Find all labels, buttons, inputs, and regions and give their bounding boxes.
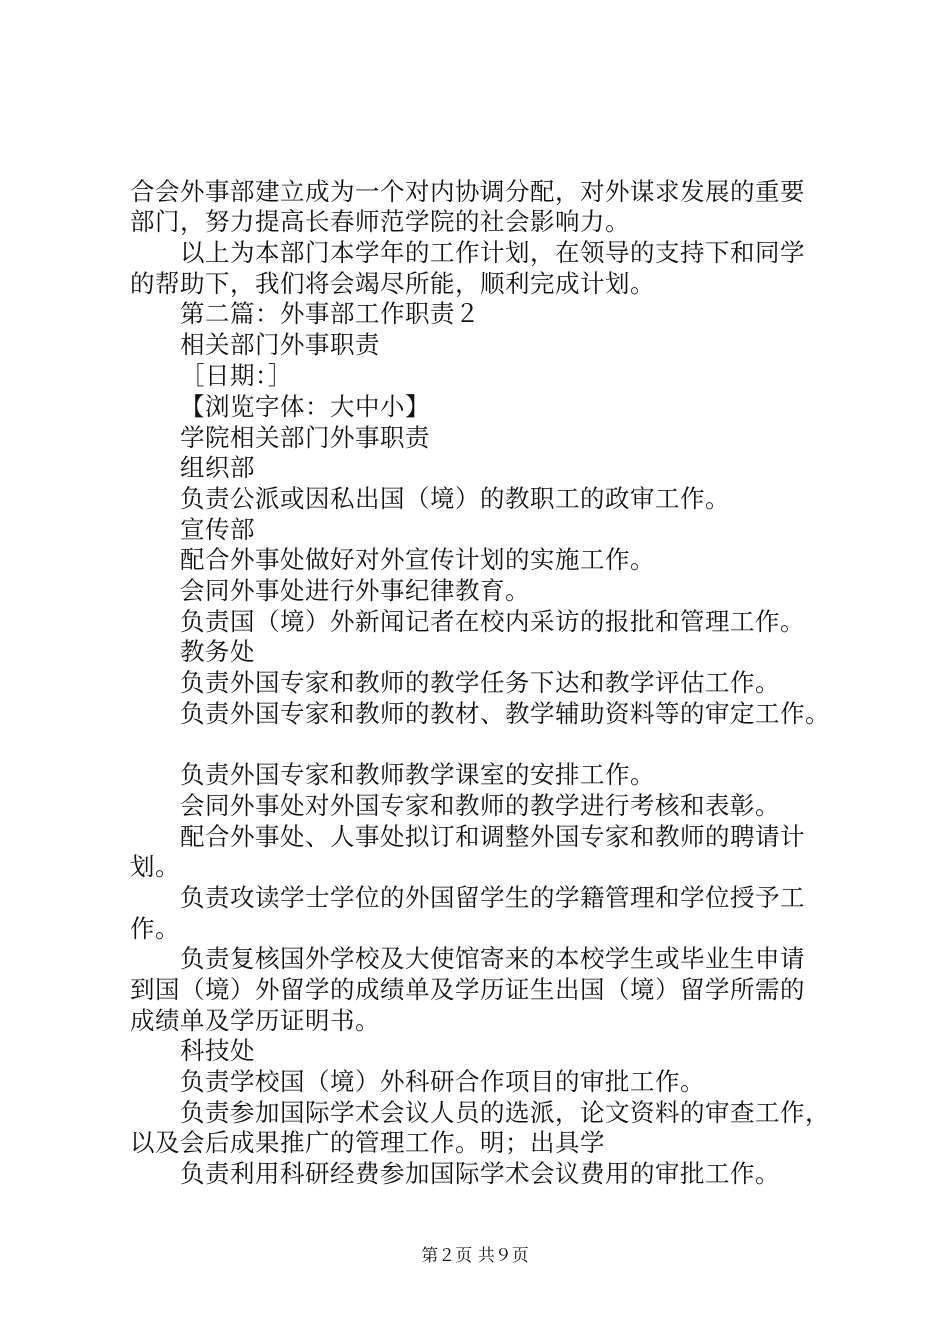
body-line: 负责外国专家和教师教学课室的安排工作。 xyxy=(180,760,655,789)
body-line: 配合外事处做好对外宣传计划的实施工作。 xyxy=(180,545,655,574)
body-line: 负责国（境）外新闻记者在校内采访的报批和管理工作。 xyxy=(180,607,805,636)
body-line: 负责学校国（境）外科研合作项目的审批工作。 xyxy=(180,1067,705,1096)
body-line: 会同外事处对外国专家和教师的教学进行考核和表彰。 xyxy=(180,791,780,820)
body-line: 负责参加国际学术会议人员的选派，论文资料的审查工作， xyxy=(180,1098,830,1127)
department-heading: 组织部 xyxy=(180,453,255,482)
font-size-line: 【浏览字体：大中小】 xyxy=(180,392,430,421)
date-line: ［日期：］ xyxy=(180,361,293,390)
department-heading: 科技处 xyxy=(180,1036,255,1065)
body-line: 配合外事处、人事处拟订和调整外国专家和教师的聘请计 xyxy=(180,822,805,851)
body-line: 负责复核国外学校及大使馆寄来的本校学生或毕业生申请 xyxy=(180,944,805,973)
body-line: 负责外国专家和教师的教材、教学辅助资料等的审定工作。 xyxy=(180,699,830,728)
body-line: 到国（境）外留学的成绩单及学历证生出国（境）留学所需的 xyxy=(130,975,805,1004)
department-heading: 教务处 xyxy=(180,637,255,666)
body-line: 合会外事部建立成为一个对内协调分配，对外谋求发展的重要 xyxy=(130,177,805,206)
body-line: 学院相关部门外事职责 xyxy=(180,423,430,452)
page-number-footer: 第２页 共９页 xyxy=(421,1246,529,1266)
department-heading: 宣传部 xyxy=(180,515,255,544)
body-line: 作。 xyxy=(130,914,180,943)
section-heading: 第二篇：外事部工作职责２ xyxy=(180,299,480,328)
body-line: 负责攻读学士学位的外国留学生的学籍管理和学位授予工 xyxy=(180,883,805,912)
body-line: 以及会后成果推广的管理工作。明；出具学 xyxy=(130,1128,605,1157)
body-line: 相关部门外事职责 xyxy=(180,330,380,359)
body-line: 负责外国专家和教师的教学任务下达和教学评估工作。 xyxy=(180,668,780,697)
body-line: 部门，努力提高长春师范学院的社会影响力。 xyxy=(130,207,630,236)
body-line: 划。 xyxy=(130,852,180,881)
body-line: 以上为本部门本学年的工作计划，在领导的支持下和同学 xyxy=(180,238,805,267)
body-line: 成绩单及学历证明书。 xyxy=(130,1006,380,1035)
body-line: 的帮助下，我们将会竭尽所能，顺利完成计划。 xyxy=(130,269,655,298)
body-line: 负责公派或因私出国（境）的教职工的政审工作。 xyxy=(180,484,730,513)
body-line: 负责利用科研经费参加国际学术会议费用的审批工作。 xyxy=(180,1159,780,1188)
body-line: 会同外事处进行外事纪律教育。 xyxy=(180,576,530,605)
